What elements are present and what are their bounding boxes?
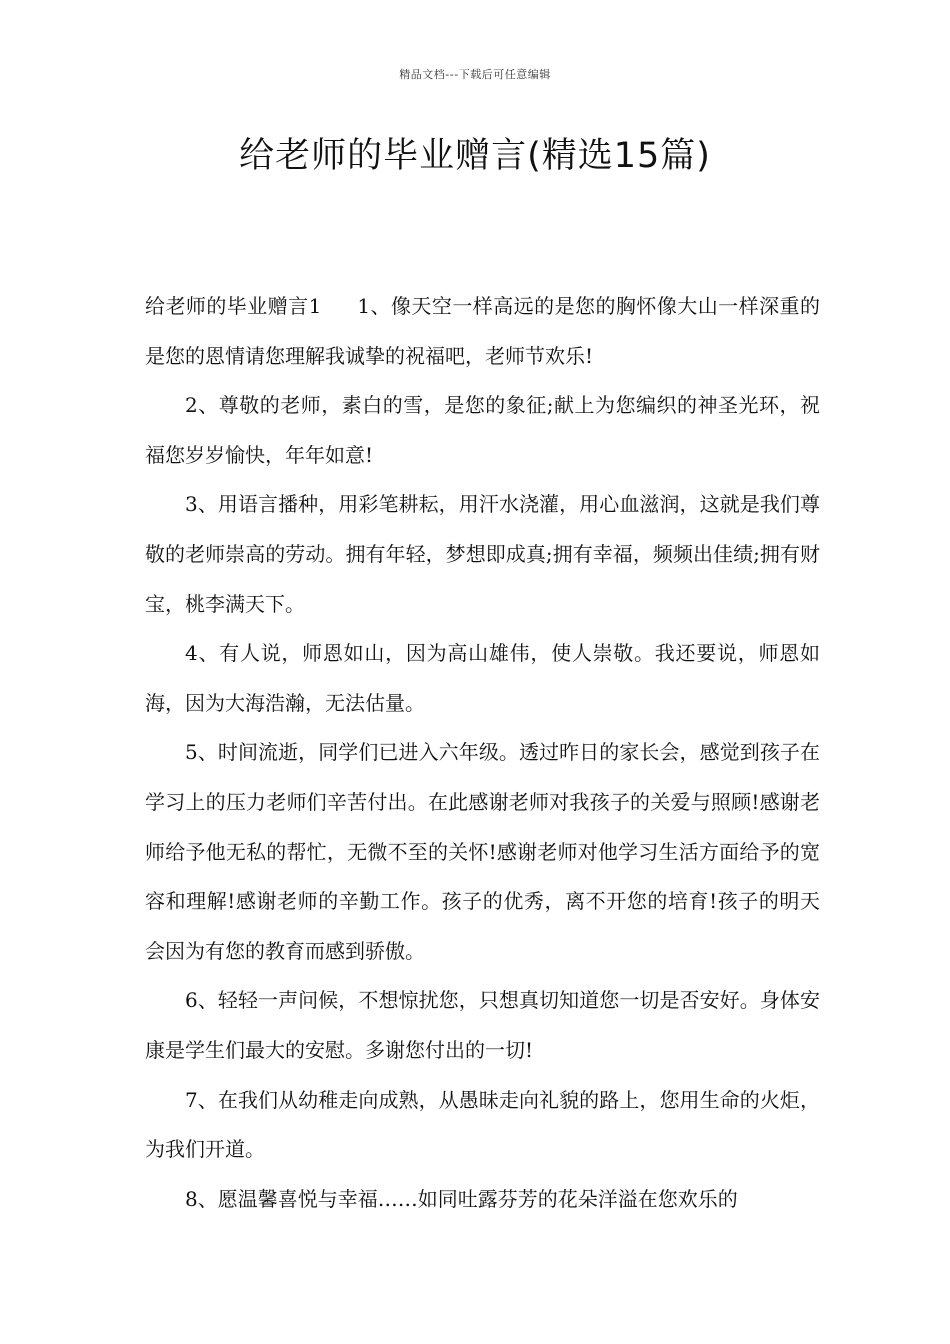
document-body bbox=[145, 282, 820, 1224]
paragraph-4: 4、有人说，师恩如山，因为高山雄伟，使人崇敬。我还要说，师恩如海，因为大海浩瀚，无法估量。 bbox=[145, 641, 820, 715]
section-label: 给老师的毕业赠言1 bbox=[145, 294, 322, 318]
paragraph-8: 8、愿温馨喜悦与幸福……如同吐露芬芳的花朵洋溢在您欢乐的 bbox=[185, 1186, 738, 1211]
document-title: 给老师的毕业赠言(精选15篇) bbox=[239, 136, 711, 176]
paragraph-3: 3、用语言播种，用彩笔耕耘，用汗水浇灌，用心血滋润，这就是我们尊敬的老师崇高的劳动。拥有年轻，梦想即成真;拥有幸福，频频出佳绩;拥有财宝，桃李满天下。 bbox=[145, 492, 820, 616]
paragraph-6: 6、轻轻一声问候，不想惊扰您，只想真切知道您一切是否安好。身体安康是学生们最大的安慰。多谢您付出的一切! bbox=[145, 988, 820, 1062]
paragraph-5: 5、时间流逝，同学们已进入六年级。透过昨日的家长会，感觉到孩子在学习上的压力老师们辛苦付出。在此感谢老师对我孩子的关爱与照顾!感谢老师给予他无私的帮忙，无微不至的关怀!感谢老师对他学习生活方面给予的宽容和理解!感谢老师的辛勤工作。孩子的优秀，离不开您的培育!孩子的明天会因为有您的教育而感到骄傲。 bbox=[145, 740, 820, 963]
header-note: 精品文档---下载后可任意编辑 bbox=[399, 68, 551, 81]
paragraph-2: 2、尊敬的老师，素白的雪，是您的象征;献上为您编织的神圣光环，祝福您岁岁愉快，年年如意! bbox=[145, 393, 820, 467]
paragraph-1-text: 1、像天空一样高远的是您的胸怀像大山一样深重的是您的恩情请您理解我诚挚的祝福吧，老师节欢乐! bbox=[145, 294, 820, 368]
paragraph-7: 7、在我们从幼稚走向成熟，从愚昧走向礼貌的路上，您用生命的火炬，为我们开道。 bbox=[145, 1087, 820, 1162]
paragraph-1 bbox=[145, 282, 820, 381]
